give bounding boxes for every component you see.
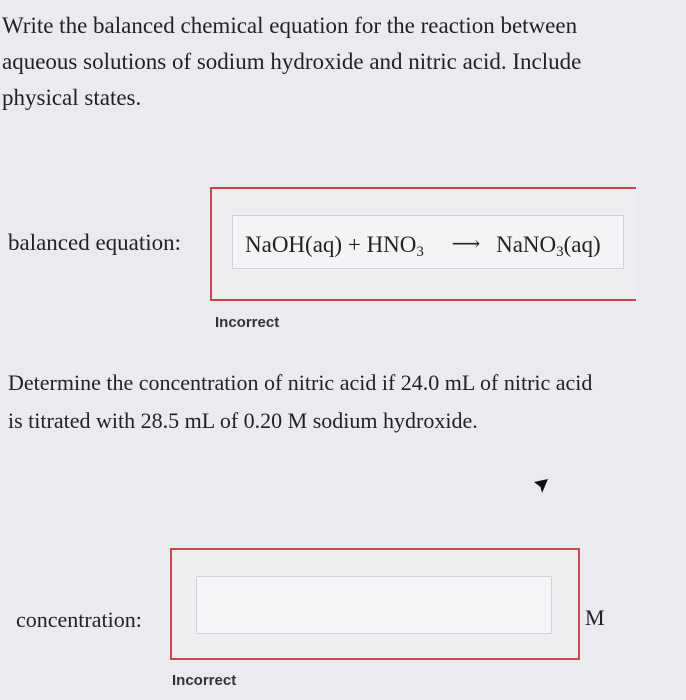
reactant-1: NaOH(aq) xyxy=(245,232,343,257)
question-2-text: Determine the concentration of nitric acid if 24.0 mL of nitric acid is titrated with 28.5 mL of 0.20 M sodium hydroxide. xyxy=(8,370,593,433)
balanced-equation-feedback: Incorrect xyxy=(215,314,280,331)
concentration-label: concentration: xyxy=(16,607,142,632)
balanced-equation-label: balanced equation: xyxy=(8,230,182,255)
reactant-2: $HNO_3$ xyxy=(366,232,424,260)
concentration-feedback: Incorrect xyxy=(172,672,237,689)
concentration-unit: M xyxy=(585,605,605,630)
reaction-arrow-icon: ⟶ xyxy=(451,233,481,255)
balanced-equation-display[interactable] xyxy=(245,232,601,258)
concentration-input[interactable] xyxy=(196,576,552,634)
mouse-cursor-icon xyxy=(530,476,552,498)
question-1-text: Write the balanced chemical equation for the reaction between aqueous solutions of sodium hydroxide and nitric acid. Include physical states. xyxy=(2,13,582,110)
product-1: NaNO$_3$(aq) xyxy=(496,232,601,260)
plus-sign: + xyxy=(347,232,361,257)
